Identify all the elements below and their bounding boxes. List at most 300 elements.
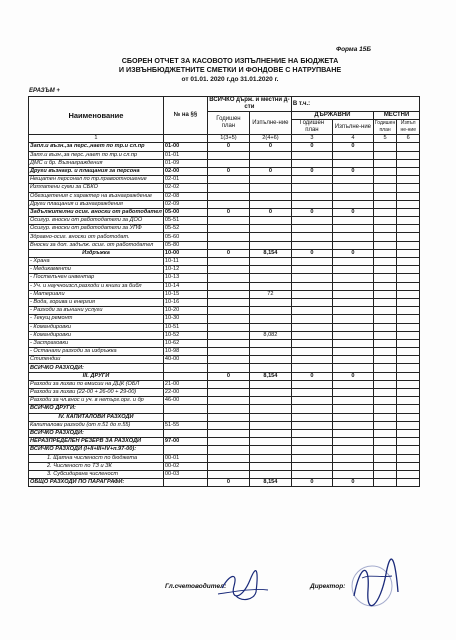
- row-value-6: [397, 470, 420, 478]
- row-value-2: [249, 462, 291, 470]
- col-index-1: 1: [29, 135, 164, 143]
- row-value-6: [397, 208, 420, 216]
- row-value-6: [397, 151, 420, 159]
- row-value-1: 0: [207, 479, 249, 487]
- row-value-3: [291, 331, 332, 339]
- row-value-2: [249, 225, 291, 233]
- table-row: [29, 274, 420, 282]
- row-name: ДМС и бр. Възнаграждения: [29, 159, 164, 167]
- row-value-6: [397, 421, 420, 429]
- row-name: ОБЩО РАЗХОДИ ПО ПАРАГРАФИ:: [29, 479, 164, 487]
- table-row: [29, 192, 420, 200]
- row-code: 10-14: [163, 282, 207, 290]
- row-value-2: 8,154: [249, 249, 291, 257]
- all-activities-header: ВСИЧКО държ. и местни д-сти: [209, 97, 290, 110]
- row-value-4: [332, 413, 373, 421]
- row-value-6: [397, 274, 420, 282]
- row-value-2: 72: [249, 290, 291, 298]
- director-signature: [340, 556, 410, 616]
- row-value-4: [332, 192, 373, 200]
- row-value-3: [291, 421, 332, 429]
- row-value-6: [397, 290, 420, 298]
- table-row: [29, 380, 420, 388]
- row-value-6: [397, 249, 420, 257]
- table-row: [29, 323, 420, 331]
- row-value-4: [332, 307, 373, 315]
- row-code: 10-52: [163, 331, 207, 339]
- table-row: [29, 241, 420, 249]
- row-name: ВСИЧКО ДРУГИ:: [29, 405, 164, 413]
- row-value-6: [397, 413, 420, 421]
- local-header: МЕСТНИ: [373, 112, 419, 120]
- row-name: - Останали разходи за издръжка: [29, 348, 164, 356]
- row-value-3: [291, 241, 332, 249]
- row-value-2: [249, 282, 291, 290]
- row-code: [163, 372, 207, 380]
- table-row: [29, 217, 420, 225]
- row-value-5: [373, 405, 396, 413]
- row-value-6: [397, 167, 420, 175]
- row-value-1: [207, 462, 249, 470]
- row-value-4: [332, 159, 373, 167]
- row-value-2: [249, 233, 291, 241]
- row-code: 02-09: [163, 200, 207, 208]
- row-value-5: [373, 470, 396, 478]
- row-value-1: [207, 397, 249, 405]
- table-row: [29, 298, 420, 306]
- row-value-3: [291, 405, 332, 413]
- row-value-5: [373, 151, 396, 159]
- row-name: - Уч. и научноизсл.разходи и книги за библ: [29, 282, 164, 290]
- table-row: [29, 421, 420, 429]
- accountant-label: Гл.счетоводител:: [165, 583, 227, 590]
- row-value-2: [249, 217, 291, 225]
- row-value-1: [207, 323, 249, 331]
- row-value-3: [291, 266, 332, 274]
- row-value-1: 0: [207, 143, 249, 151]
- row-value-5: [373, 413, 396, 421]
- row-name: Стипендии: [29, 356, 164, 364]
- row-value-2: [249, 421, 291, 429]
- row-value-1: [207, 315, 249, 323]
- row-value-5: [373, 356, 396, 364]
- table-row: [29, 167, 420, 175]
- row-value-5: [373, 143, 396, 151]
- row-value-3: 0: [291, 167, 332, 175]
- table-row: [29, 208, 420, 216]
- row-value-6: [397, 372, 420, 380]
- row-name: 2. Численост по ТЗ и ЗК: [29, 462, 164, 470]
- row-value-5: [373, 479, 396, 487]
- col-index-6: 5: [373, 135, 396, 143]
- report-table: [28, 96, 420, 487]
- col-index-7: 6: [397, 135, 420, 143]
- row-value-6: [397, 380, 420, 388]
- row-value-4: 0: [332, 479, 373, 487]
- row-value-2: [249, 446, 291, 454]
- row-value-1: [207, 429, 249, 437]
- row-value-2: [249, 339, 291, 347]
- row-name: - Материали: [29, 290, 164, 298]
- row-value-4: [332, 429, 373, 437]
- row-name: Нещатен персонал по тр.правоотношение: [29, 176, 164, 184]
- row-value-1: [207, 184, 249, 192]
- header-row-1: [29, 97, 420, 112]
- row-value-4: [332, 356, 373, 364]
- row-value-6: [397, 233, 420, 241]
- row-value-5: [373, 323, 396, 331]
- row-value-1: [207, 217, 249, 225]
- row-value-6: [397, 315, 420, 323]
- row-name: Осигур. вноски от работодатели за ДОО: [29, 217, 164, 225]
- row-code: 10-11: [163, 258, 207, 266]
- row-value-3: [291, 389, 332, 397]
- row-value-1: 0: [207, 208, 249, 216]
- row-value-2: [249, 323, 291, 331]
- row-value-1: 0: [207, 372, 249, 380]
- row-value-3: [291, 192, 332, 200]
- row-code: 46-00: [163, 397, 207, 405]
- row-value-5: [373, 258, 396, 266]
- row-value-1: 0: [207, 167, 249, 175]
- row-value-2: [249, 307, 291, 315]
- row-value-5: [373, 176, 396, 184]
- table-row: [29, 348, 420, 356]
- row-value-1: [207, 159, 249, 167]
- row-value-5: [373, 266, 396, 274]
- unit-label: ЕРАЗЪМ +: [29, 88, 60, 94]
- row-value-2: [249, 364, 291, 372]
- table-row: [29, 470, 420, 478]
- row-value-6: [397, 282, 420, 290]
- row-code: 02-08: [163, 192, 207, 200]
- row-value-4: 0: [332, 208, 373, 216]
- row-name: - Храна: [29, 258, 164, 266]
- table-row: [29, 454, 420, 462]
- row-value-5: [373, 446, 396, 454]
- row-value-6: [397, 364, 420, 372]
- row-value-1: [207, 421, 249, 429]
- accountant-signature: [212, 566, 272, 606]
- row-value-1: [207, 331, 249, 339]
- row-value-1: [207, 290, 249, 298]
- row-code: 21-00: [163, 380, 207, 388]
- report-period: от 01.01. 2020 г.до 31.01.2020 г.: [181, 76, 279, 83]
- row-value-6: [397, 348, 420, 356]
- row-name: 1. Щатна численост по бюджета: [29, 454, 164, 462]
- row-value-4: 0: [332, 372, 373, 380]
- row-value-6: [397, 258, 420, 266]
- row-value-1: [207, 200, 249, 208]
- row-value-2: 0: [249, 208, 291, 216]
- row-value-3: [291, 184, 332, 192]
- row-value-2: [249, 241, 291, 249]
- row-value-4: [332, 266, 373, 274]
- row-name: - Разходи за външни услуги: [29, 307, 164, 315]
- row-value-3: [291, 380, 332, 388]
- director-label: Директор:: [310, 583, 346, 590]
- table-row: [29, 397, 420, 405]
- row-value-3: [291, 274, 332, 282]
- row-value-3: [291, 446, 332, 454]
- row-value-1: [207, 364, 249, 372]
- row-value-2: 8,154: [249, 479, 291, 487]
- row-code: 05-60: [163, 233, 207, 241]
- row-value-2: [249, 298, 291, 306]
- row-name: Разходи за чл.внос и уч. в нетърг.орг. и др: [29, 397, 164, 405]
- row-value-4: [332, 348, 373, 356]
- row-code: 05-52: [163, 225, 207, 233]
- row-value-3: [291, 315, 332, 323]
- col-index-5: 4: [332, 135, 373, 143]
- row-value-4: [332, 339, 373, 347]
- row-value-6: [397, 225, 420, 233]
- row-value-6: [397, 389, 420, 397]
- table-row: [29, 413, 420, 421]
- row-code: 05-00: [163, 208, 207, 216]
- table-row: [29, 339, 420, 347]
- row-value-4: 0: [332, 249, 373, 257]
- row-value-5: [373, 372, 396, 380]
- row-name: Задължителни осиг. вноски от работодател: [30, 208, 162, 215]
- row-value-5: [373, 233, 396, 241]
- row-value-1: [207, 258, 249, 266]
- row-value-4: [332, 331, 373, 339]
- table-row: [29, 200, 420, 208]
- row-value-5: [373, 339, 396, 347]
- row-value-5: [373, 348, 396, 356]
- row-value-5: [373, 331, 396, 339]
- row-value-3: 0: [291, 249, 332, 257]
- row-value-3: [291, 397, 332, 405]
- row-value-6: [397, 241, 420, 249]
- row-code: 10-20: [163, 307, 207, 315]
- row-code: 05-51: [163, 217, 207, 225]
- row-value-4: [332, 421, 373, 429]
- row-value-4: 0: [332, 143, 373, 151]
- row-value-3: 0: [291, 479, 332, 487]
- row-value-6: [397, 331, 420, 339]
- table-row: [29, 258, 420, 266]
- row-value-2: [249, 200, 291, 208]
- row-name: ВСИЧКО РАЗХОДИ:: [29, 429, 164, 437]
- row-value-4: [332, 184, 373, 192]
- row-code: 10-15: [163, 290, 207, 298]
- row-value-5: [373, 241, 396, 249]
- row-code: [163, 479, 207, 487]
- row-value-5: [373, 249, 396, 257]
- form-label: Форма 15Б: [336, 46, 371, 53]
- table-row: [29, 290, 420, 298]
- local-annual-plan-header: Годишен план: [374, 120, 396, 134]
- row-value-3: 0: [291, 143, 332, 151]
- row-name: III. ДРУГИ: [29, 372, 164, 380]
- row-value-2: [249, 274, 291, 282]
- row-value-5: [373, 307, 396, 315]
- row-name: Запл.и възн.,за перс.,нает по тр.и сл.пр: [29, 151, 164, 159]
- row-value-3: [291, 258, 332, 266]
- row-code: 02-01: [163, 176, 207, 184]
- row-code: 51-55: [163, 421, 207, 429]
- row-value-2: [249, 356, 291, 364]
- local-execution-header: Изпъл не-ние: [397, 120, 420, 135]
- column-index-row: [29, 135, 420, 143]
- row-value-6: [397, 462, 420, 470]
- row-value-6: [397, 159, 420, 167]
- row-name: ВСИЧКО РАЗХОДИ:: [29, 364, 164, 372]
- row-value-3: [291, 217, 332, 225]
- row-value-3: [291, 307, 332, 315]
- row-value-1: [207, 380, 249, 388]
- row-value-1: [207, 446, 249, 454]
- row-code: 10-30: [163, 315, 207, 323]
- row-value-2: [249, 380, 291, 388]
- table-row: [29, 249, 420, 257]
- row-value-2: [249, 470, 291, 478]
- row-value-1: [207, 405, 249, 413]
- table-row: [29, 307, 420, 315]
- row-value-5: [373, 159, 396, 167]
- row-value-2: [249, 159, 291, 167]
- row-name: Капиталови разходи (от п.51 до п.55): [29, 421, 164, 429]
- row-value-3: [291, 323, 332, 331]
- row-value-1: [207, 307, 249, 315]
- row-value-1: [207, 241, 249, 249]
- row-value-3: [291, 438, 332, 446]
- row-value-3: [291, 200, 332, 208]
- table-row: [29, 446, 420, 454]
- row-value-4: [332, 438, 373, 446]
- row-value-2: [249, 184, 291, 192]
- row-value-1: [207, 470, 249, 478]
- row-value-6: [397, 438, 420, 446]
- row-value-4: [332, 151, 373, 159]
- table-row: [29, 159, 420, 167]
- row-value-1: [207, 233, 249, 241]
- row-value-1: [207, 176, 249, 184]
- name-column-header: Наименование: [29, 97, 164, 135]
- row-value-2: [249, 192, 291, 200]
- row-value-4: [332, 462, 373, 470]
- row-value-4: [332, 454, 373, 462]
- row-value-5: [373, 217, 396, 225]
- table-row: [29, 282, 420, 290]
- row-code: 02-00: [163, 167, 207, 175]
- row-value-3: [291, 364, 332, 372]
- row-value-3: [291, 470, 332, 478]
- table-row: [29, 429, 420, 437]
- row-code: 01-01: [163, 151, 207, 159]
- row-code: [163, 446, 207, 454]
- row-value-6: [397, 298, 420, 306]
- row-value-5: [373, 282, 396, 290]
- row-value-3: [291, 151, 332, 159]
- row-code: 22-00: [163, 389, 207, 397]
- row-code: 02-02: [163, 184, 207, 192]
- row-value-5: [373, 208, 396, 216]
- row-value-1: 0: [207, 249, 249, 257]
- row-value-1: [207, 225, 249, 233]
- row-value-2: 0: [249, 167, 291, 175]
- row-value-4: [332, 233, 373, 241]
- row-name: НЕРАЗПРЕДЕЛЕН РЕЗЕРВ ЗА РАЗХОДИ: [29, 438, 164, 446]
- row-value-2: [249, 438, 291, 446]
- row-code: 40-00: [163, 356, 207, 364]
- row-code: 10-12: [163, 266, 207, 274]
- row-value-2: [249, 176, 291, 184]
- table-row: [29, 151, 420, 159]
- row-value-4: [332, 241, 373, 249]
- row-value-4: [332, 217, 373, 225]
- row-code: [163, 413, 207, 421]
- row-value-3: [291, 290, 332, 298]
- table-row: [29, 364, 420, 372]
- row-value-6: [397, 184, 420, 192]
- report-title-line-1: СБОРЕН ОТЧЕТ ЗА КАСОВОТО ИЗПЪЛНЕНИЕ НА БЮДЖЕТА: [121, 56, 339, 65]
- row-name: Здравно-осиг. вноски от работодат.: [29, 233, 164, 241]
- row-value-5: [373, 225, 396, 233]
- row-code: 01-00: [163, 143, 207, 151]
- row-value-5: [373, 438, 396, 446]
- col-index-3: 2(4+6): [249, 135, 291, 143]
- row-value-6: [397, 266, 420, 274]
- row-value-1: [207, 274, 249, 282]
- row-value-2: 8,082: [249, 331, 291, 339]
- row-code: 00-03: [163, 470, 207, 478]
- row-name: - Медикаменти: [29, 266, 164, 274]
- row-value-4: [332, 176, 373, 184]
- row-value-4: [332, 282, 373, 290]
- row-value-5: [373, 298, 396, 306]
- row-name: Осигур. вноски от работодатели за УПФ: [29, 225, 164, 233]
- row-name: - Командировки: [29, 323, 164, 331]
- row-name: 3. Субсидирана численост: [29, 470, 164, 478]
- row-code: 00-02: [163, 462, 207, 470]
- row-value-3: [291, 282, 332, 290]
- row-value-3: [291, 356, 332, 364]
- state-annual-plan-header: Годишен план: [291, 120, 332, 135]
- row-value-3: [291, 233, 332, 241]
- row-value-3: [291, 225, 332, 233]
- all-execution-header: Изпълне-ние: [249, 112, 291, 135]
- row-value-2: [249, 429, 291, 437]
- table-row: [29, 176, 420, 184]
- row-value-5: [373, 429, 396, 437]
- row-value-4: [332, 225, 373, 233]
- row-value-4: [332, 258, 373, 266]
- table-row: [29, 233, 420, 241]
- row-value-5: [373, 462, 396, 470]
- row-name: Запл.и възн.,за перс.,нает по тр.и сл.пр: [29, 143, 164, 151]
- row-value-1: [207, 266, 249, 274]
- row-code: 10-16: [163, 298, 207, 306]
- state-header: ДЪРЖАВНИ: [291, 112, 373, 120]
- row-value-5: [373, 290, 396, 298]
- row-name: - Командировки: [29, 331, 164, 339]
- row-value-4: [332, 274, 373, 282]
- row-value-3: [291, 176, 332, 184]
- row-value-5: [373, 315, 396, 323]
- row-value-4: [332, 397, 373, 405]
- row-value-4: 0: [332, 167, 373, 175]
- row-code: [163, 405, 207, 413]
- row-value-1: [207, 454, 249, 462]
- row-name: Обезщетения с характер на възнаграждение: [29, 192, 164, 200]
- row-value-1: [207, 413, 249, 421]
- row-name: Издръжка: [29, 249, 164, 257]
- table-row: [29, 438, 420, 446]
- row-value-2: [249, 266, 291, 274]
